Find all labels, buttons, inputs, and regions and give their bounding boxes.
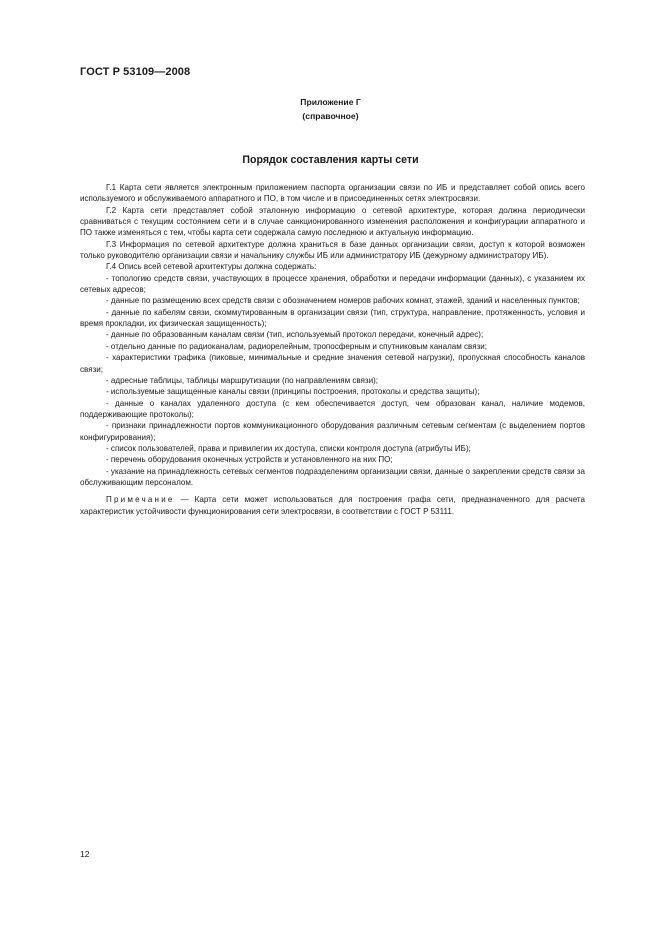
list-item: - данные по размещению всех средств связи с обозначением номеров рабочих комнат, этажей, зданий и населенных пунктов;	[106, 296, 580, 306]
list-item: - данные по кабелям связи, скоммутированным в организации связи (тип, структура, направление, протяженность, условия и время прокладки, их физическая защищенность);	[80, 307, 585, 329]
paragraph: Г.4 Опись всей сетевой архитектуры должна содержать:	[106, 262, 317, 272]
note-label: Примечание	[106, 495, 175, 505]
note-paragraph	[80, 494, 585, 517]
list-item: - топологию средств связи, участвующих в процессе хранения, обработки и передачи информации (данных), с указанием их сетевых адресов;	[80, 273, 585, 295]
list-item: - указание на принадлежность сетевых сегментов подразделениям организации связи, данные о закреплении средств связи за обслуживающим персоналом.	[80, 466, 585, 487]
list-item: - характеристики трафика (пиковые, минимальные и средние значения сетевой нагрузки), пропускная способность каналов связи;	[80, 353, 585, 374]
list-item: - данные о каналах удаленного доступа (с кем обеспечивается доступ, чем образован канал, наличие модемов, поддерживающие протоколы);	[80, 398, 585, 419]
list-item: - используемые защищенные каналы связи (принципы построения, протоколы и средства защиты);	[106, 387, 480, 397]
document-body	[80, 182, 585, 517]
list-item: - признаки принадлежности портов коммуникационного оборудования различным сетевым сегментам (с выделением портов конфигурирования);	[80, 421, 585, 442]
page-number: 12	[80, 849, 90, 859]
paragraph: Г.2 Карта сети представляет собой эталонную информацию о сетевой архитектуре, которая должна периодически сравниваться с текущим состоянием сети и в случае санкционированного изменения расположения и конфигурации аппаратного и ПО также изменяться с тем, чтобы карта сети содержала самую последнюю и актуальную информацию.	[80, 205, 585, 238]
standard-id: ГОСТ Р 53109—2008	[80, 66, 191, 78]
list-item: - данные по образованным каналам связи (тип, используемый протокол передачи, конечный адрес);	[106, 330, 484, 340]
section-title: Порядок составления карты сети	[242, 154, 419, 166]
paragraph: Г.1 Карта сети является электронным приложением паспорта организации связи по ИБ и представляет собой опись всего используемого и обслуживаемого аппаратного и ПО, в том числе и в присоединенных сетях электросвязи.	[80, 183, 585, 204]
appendix-heading	[0, 95, 661, 123]
appendix-label: Приложение Г	[300, 97, 361, 107]
appendix-note: (справочное)	[302, 111, 359, 121]
note-text: — Карта сети может использоваться для построения графа сети, предназначенного для расчета характеристик устойчивости функционирования сети электросвязи, в соответствии с ГОСТ Р 53111.	[80, 495, 585, 516]
list-item: - список пользователей, права и привилегии их доступа, списки контроля доступа (атрибуты ИБ);	[106, 443, 471, 453]
list-item: - адресные таблицы, таблицы маршрутизации (по направлениям связи);	[106, 375, 378, 385]
list-item: - перечень оборудования оконечных устройств и установленного на них ПО;	[106, 455, 393, 465]
list-item: - отдельно данные по радиоканалам, радиорелейным, тропосферным и спутниковым каналам связи;	[106, 341, 488, 351]
paragraph: Г.3 Информация по сетевой архитектуре должна храниться в базе данных организации связи, доступ к которой возможен только руководителю организации связи и начальнику службы ИБ или администратору ИБ (дежурному администратору ИБ).	[80, 239, 585, 261]
